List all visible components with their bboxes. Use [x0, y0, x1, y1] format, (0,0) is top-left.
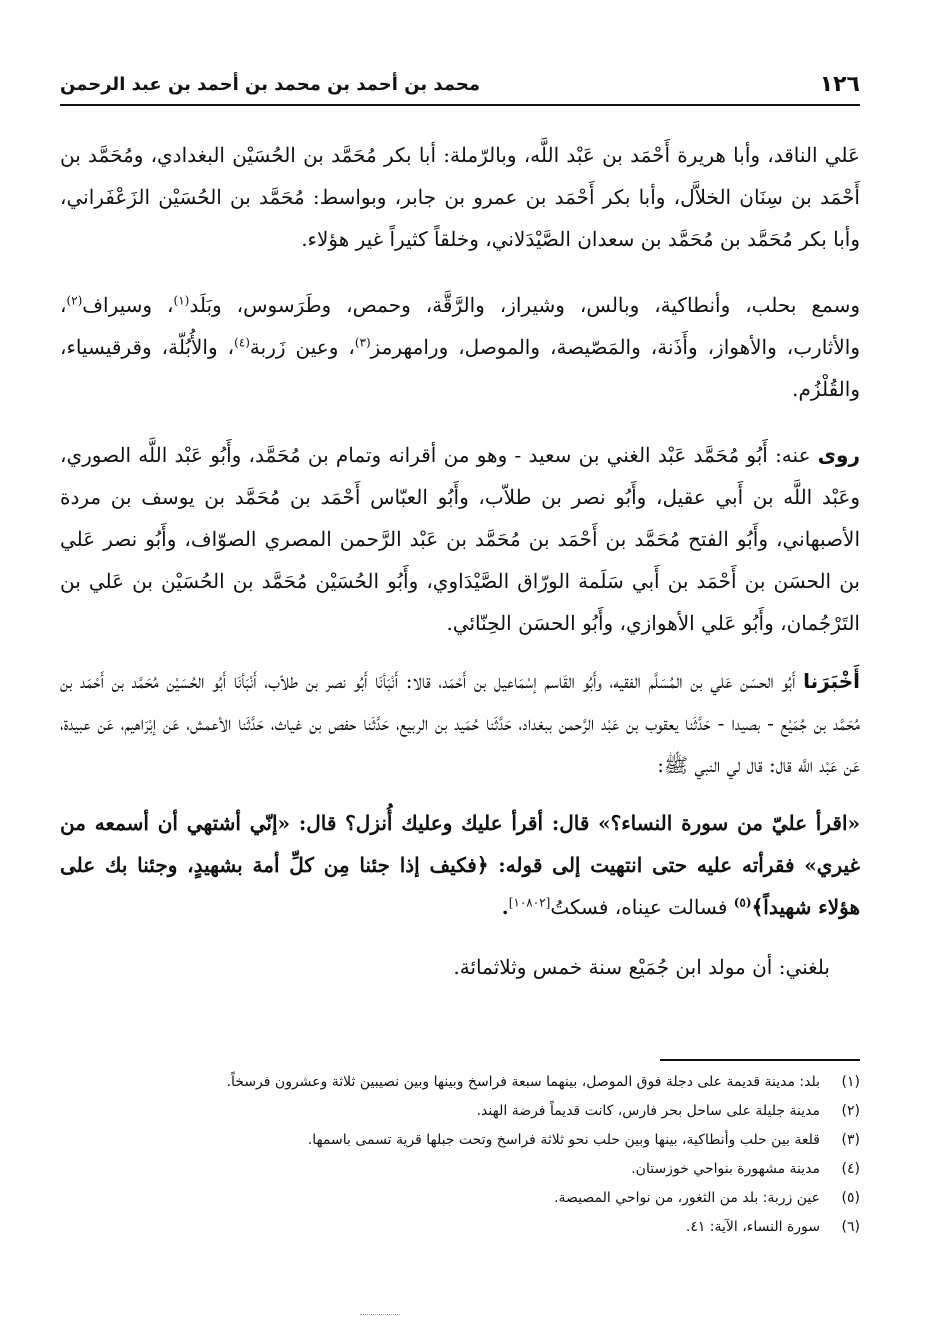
paragraph-text: ، وسيراف [82, 293, 174, 317]
running-title: محمد بن أحمد بن محمد بن أحمد بن عبد الرحمن [60, 73, 481, 95]
footnote-item [60, 1155, 860, 1184]
footnote-item [60, 1184, 860, 1213]
footnote-number: (٥) [841, 1190, 860, 1206]
paragraph-lead-word: أَخْبَرَنا [803, 669, 860, 693]
paragraph-text: وسمع بحلب، وأنطاكية، وبالس، وشيراز، والرَّقَّة، وحمص، وطَرَسوس، وبَلَد [189, 293, 860, 317]
footnote-text: مدينة مشهورة بنواحي خوزستان. [631, 1161, 820, 1177]
footnote-divider [660, 1059, 860, 1061]
paragraph-text: عنه: أَبُو مُحَمَّد عَبْد الغني بن سعيد - وهو من أقرانه وتمام بن مُحَمَّد، وأَبُو عَبْد اللَّه الصوري، وعَبْد اللَّه بن أَبي عقيل، وأَبُو نصر بن طلاّب، وأَبُو العبّاس أَحْمَد بن مُحَمَّد بن يوسف بن مردة الأصبهاني، وأَبُو الفتح مُحَمَّد بن أَحْمَد بن مُحَمَّد بن عَبْد الرَّحمن المصري الصوّاف، وأَبُو نصر عَلي بن الحسَن بن أَحْمَد بن أَبي سَلَمة الورّاق الصَّيْدَاوي، وأَبُو الحُسَيْن مُحَمَّد بن الحُسَيْن بن عَلي بن التَرْجُمان، وأَبُو عَلي الأهوازي، وأَبُو الحسَن الحِنّائي. [60, 443, 860, 635]
main-text [60, 134, 860, 988]
footnote-number: (٦) [841, 1219, 860, 1235]
footnote-ref[interactable]: (٤) [234, 335, 250, 350]
paragraph-text: . [501, 895, 509, 919]
footnote-text: عين زربة: بلد من الثغور، من نواحي المصيصة. [554, 1190, 820, 1206]
footnote-number: (٢) [841, 1103, 860, 1119]
hadith-text: «اقرأ عليّ من سورة النساء؟» قال: أقرأ عليك وعليك أُنزل؟ قال: «إنّي أشتهي أن أسمعه من غيري» فقرأته عليه حتى انتهيت إلى قوله: ﴿فكيف إذا جئنا مِن كلِّ أمة بشهيدٍ، وجئنا بك على هؤلاء شهيداً﴾ [60, 811, 860, 919]
paragraph-chain [60, 660, 860, 786]
page-number: ١٢٦ [819, 71, 860, 97]
footnote-text: بلد: مدينة قديمة على دجلة فوق الموصل، بينهما سبعة فراسخ وبينها وبين نصيبين ثلاثة وعشرون فرسخاً. [226, 1074, 820, 1090]
hadith-number: [١٠٨٠٢] [508, 895, 551, 910]
page-header [60, 64, 860, 106]
footnote-text: سورة النساء، الآية: ٤١. [685, 1219, 820, 1235]
footnote-ref[interactable]: (٣) [354, 335, 371, 350]
paragraph-text: ، والأُبُلّة، وقرقيسياء، والقُلْزُم. [60, 335, 860, 401]
footnote-ref[interactable]: (٥) [733, 895, 752, 910]
paragraph-lead-word: روى [817, 443, 860, 467]
footnote-item [60, 1097, 860, 1126]
paragraph-teachers [60, 134, 860, 260]
footnote-item [60, 1213, 860, 1242]
paragraph-text: عَلي الناقد، وأبا هريرة أَحْمَد بن عَبْد اللَّه، وبالرّملة: أبا بكر مُحَمَّد بن الحُسَيْن البغدادي، ومُحَمَّد بن أَحْمَد بن سِنَان الخلاَّل، وأبا بكر أَحْمَد بن عمرو بن جابر، وبواسط: مُحَمَّد بن الحُسَيْن الزَعْفَراني، وأبا بكر مُحَمَّد بن مُحَمَّد بن سعدان الصَّيْدَلاني، وخلقاً كثيراً غير هؤلاء. [60, 143, 860, 251]
paragraph-hadith [60, 802, 860, 928]
footnote-text: مدينة جليلة على ساحل بحر فارس، كانت قديماً فرضة الهند. [476, 1103, 820, 1119]
paragraph-text: فسالت عيناه، فسكتُ [550, 895, 734, 919]
scan-artifact [360, 1314, 400, 1315]
footnote-item [60, 1068, 860, 1097]
footnote-ref[interactable]: (٢) [66, 293, 83, 308]
footnote-number: (٣) [841, 1132, 860, 1148]
paragraph-text: أَبُو الحسَن عَلي بن المُسَلَّم الفقيه، وأَبُو القَاسم إسْمَاعيل بن أَحْمَد، قالا: أَنْبَأنَا أَبُو نصر بن طلاّب، أَنْبَأنَا أَبُو الحُسَيْن مُحَمَّد بن أَحْمَد بن مُحَمَّد بن جُمَيْع - بصيدا - حَدَّثَنا يعقوب بن عَبْد الرَّحمن ببغداد، حَدَّثَنا حُمَيد بن الربيع، حَدَّثَنا حفص بن غياث، حَدَّثَنا الأعمش، عَن إبْرَاهيم، عَن عبيدة، عَن عَبْد اللَّه قال: قال لي النبي ﷺ: [60, 669, 860, 777]
footnote-list [60, 1068, 860, 1242]
paragraph-text: ، وعين زَربة [249, 335, 355, 359]
footnote-text: قلعة بين حلب وأنطاكية، بينها وبين حلب نحو ثلاثة فراسخ وتحت جبلها قرية تسمى باسمها. [307, 1132, 820, 1148]
footnote-number: (١) [841, 1074, 860, 1090]
footnote-number: (٤) [841, 1161, 860, 1177]
paragraph-birth-note [60, 946, 860, 988]
footnote-item [60, 1126, 860, 1155]
paragraph-text: ، والأثارب، والأهواز، وأَذَنة، والمَصّيصة، والموصل، ورامهرمز [60, 293, 860, 359]
paragraph-places [60, 284, 860, 410]
paragraph-text: بلغني: أن مولد ابن جُمَيْع سنة خمس وثلاثمائة. [453, 955, 830, 979]
footnote-ref[interactable]: (١) [173, 293, 190, 308]
paragraph-narrators [60, 434, 860, 644]
